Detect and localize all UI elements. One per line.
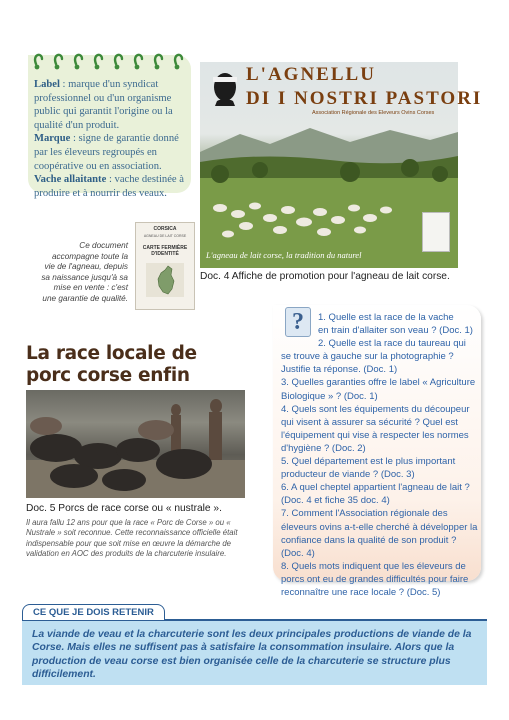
- poster-title-line1: L'AGNELLU: [246, 64, 376, 85]
- doc4-caption: Doc. 4 Affiche de promotion pour l'agneau de lait corse.: [200, 271, 450, 282]
- carte-line2: AGNEAU DE LAIT CORSE: [143, 234, 187, 238]
- notebook-spiral-icon: [30, 50, 190, 74]
- doc5-photo-title: La race locale de porc corse enfin: [26, 343, 197, 386]
- retenir-heading: CE QUE JE DOIS RETENIR: [22, 604, 165, 620]
- glossary-entry: Vache allaitante : vache destinée à produire et à nourrir des veaux.: [34, 174, 184, 199]
- carte-fermiere-image: [135, 222, 195, 310]
- question-mark-glyph: ?: [292, 309, 304, 335]
- question-line: 1. Quelle est la race de la vache: [318, 312, 454, 323]
- corsica-map-icon: [146, 263, 184, 297]
- doc5-pigs-photo: [26, 390, 245, 498]
- question-line: 2. Quelle est la race du taureau qui: [318, 338, 466, 350]
- questions-list: [281, 311, 481, 599]
- poster-title-line2: DI I NOSTRI PASTORI: [246, 88, 483, 109]
- glossary-entry: Marque : signe de garantie donné par les éleveurs regroupés en coopérative ou en association.: [34, 133, 179, 172]
- question-line: 5. Quel département est le plus important producteur de viande ? (Doc. 3): [281, 456, 456, 481]
- carte-line1: CORSICA: [153, 226, 177, 232]
- glossary-entry: Label : marque d'un syndicat professionnel ou d'un organisme public qui garantit l'origine ou la qualité d'un produit.: [34, 79, 173, 131]
- poster-subtitle: Association Régionale des Eleveurs Ovins Corses: [312, 110, 435, 116]
- doc5-note: Il aura fallu 12 ans pour que la race « Porc de Corse » ou « Nustrale » soit reconnue. Cette reconnaissance officielle était indispensable pour que soit mise en œuvre la démarche de validation en AOC des produits de la charcuterie insulaire.: [26, 518, 238, 559]
- doc4-poster-image: [200, 62, 483, 268]
- question-line: 8. Quels mots indiquent que les éleveurs de porcs ont eu de grandes difficultés pour faire reconnaître une race locale ? (Doc. 5): [281, 560, 469, 598]
- question-line: 6. A quel cheptel appartient l'agneau de lait ? (Doc. 4 et fiche 35 doc. 4): [281, 482, 470, 507]
- corsica-moor-head-icon: [208, 66, 242, 106]
- poster-overlay-text: L'agneau de lait corse, la tradition du naturel: [206, 250, 362, 260]
- poster-carte-thumbnail: [422, 212, 450, 252]
- doc5-caption: Doc. 5 Porcs de race corse ou « nustrale ».: [26, 503, 222, 514]
- glossary-text: [34, 78, 188, 200]
- retenir-text: La viande de veau et la charcuterie sont les deux principales productions de viande de la Corse. Mais elles ne suffisent pas à satisfaire la consommation insulaire. Alors que la production de veau corse est bien organisée celle de la charcuterie se structure plus difficilement.: [32, 629, 472, 681]
- question-line: se trouve à gauche sur la photographie ? Justifie ta réponse. (Doc. 1): [281, 351, 454, 376]
- question-line: 7. Comment l'Association régionale des éleveurs ovins a-t-elle cherché à développer la confiance dans la qualité de son produit ? (Doc. 4): [281, 508, 478, 559]
- sheep-flock-illustration: [200, 122, 458, 268]
- pigs-illustration: [26, 390, 245, 498]
- question-line: 3. Quelles garanties offre le label « Agriculture Biologique » ? (Doc. 1): [281, 377, 476, 402]
- carte-note: Ce document accompagne toute la vie de l'agneau, depuis sa naissance jusqu'à sa mise en vente : c'est une garantie de qualité.: [41, 241, 128, 303]
- carte-line3: CARTE FERMIÈRE D'IDENTITÉ: [142, 245, 188, 257]
- question-line: en train d'allaiter son veau ? (Doc. 1): [318, 325, 473, 337]
- question-line: 4. Quels sont les équipements du découpeur qui visent à assurer sa sécurité ? Quel est l'équipement qui vise à respecter les normes d'hygiène ? (Doc. 2): [281, 403, 470, 454]
